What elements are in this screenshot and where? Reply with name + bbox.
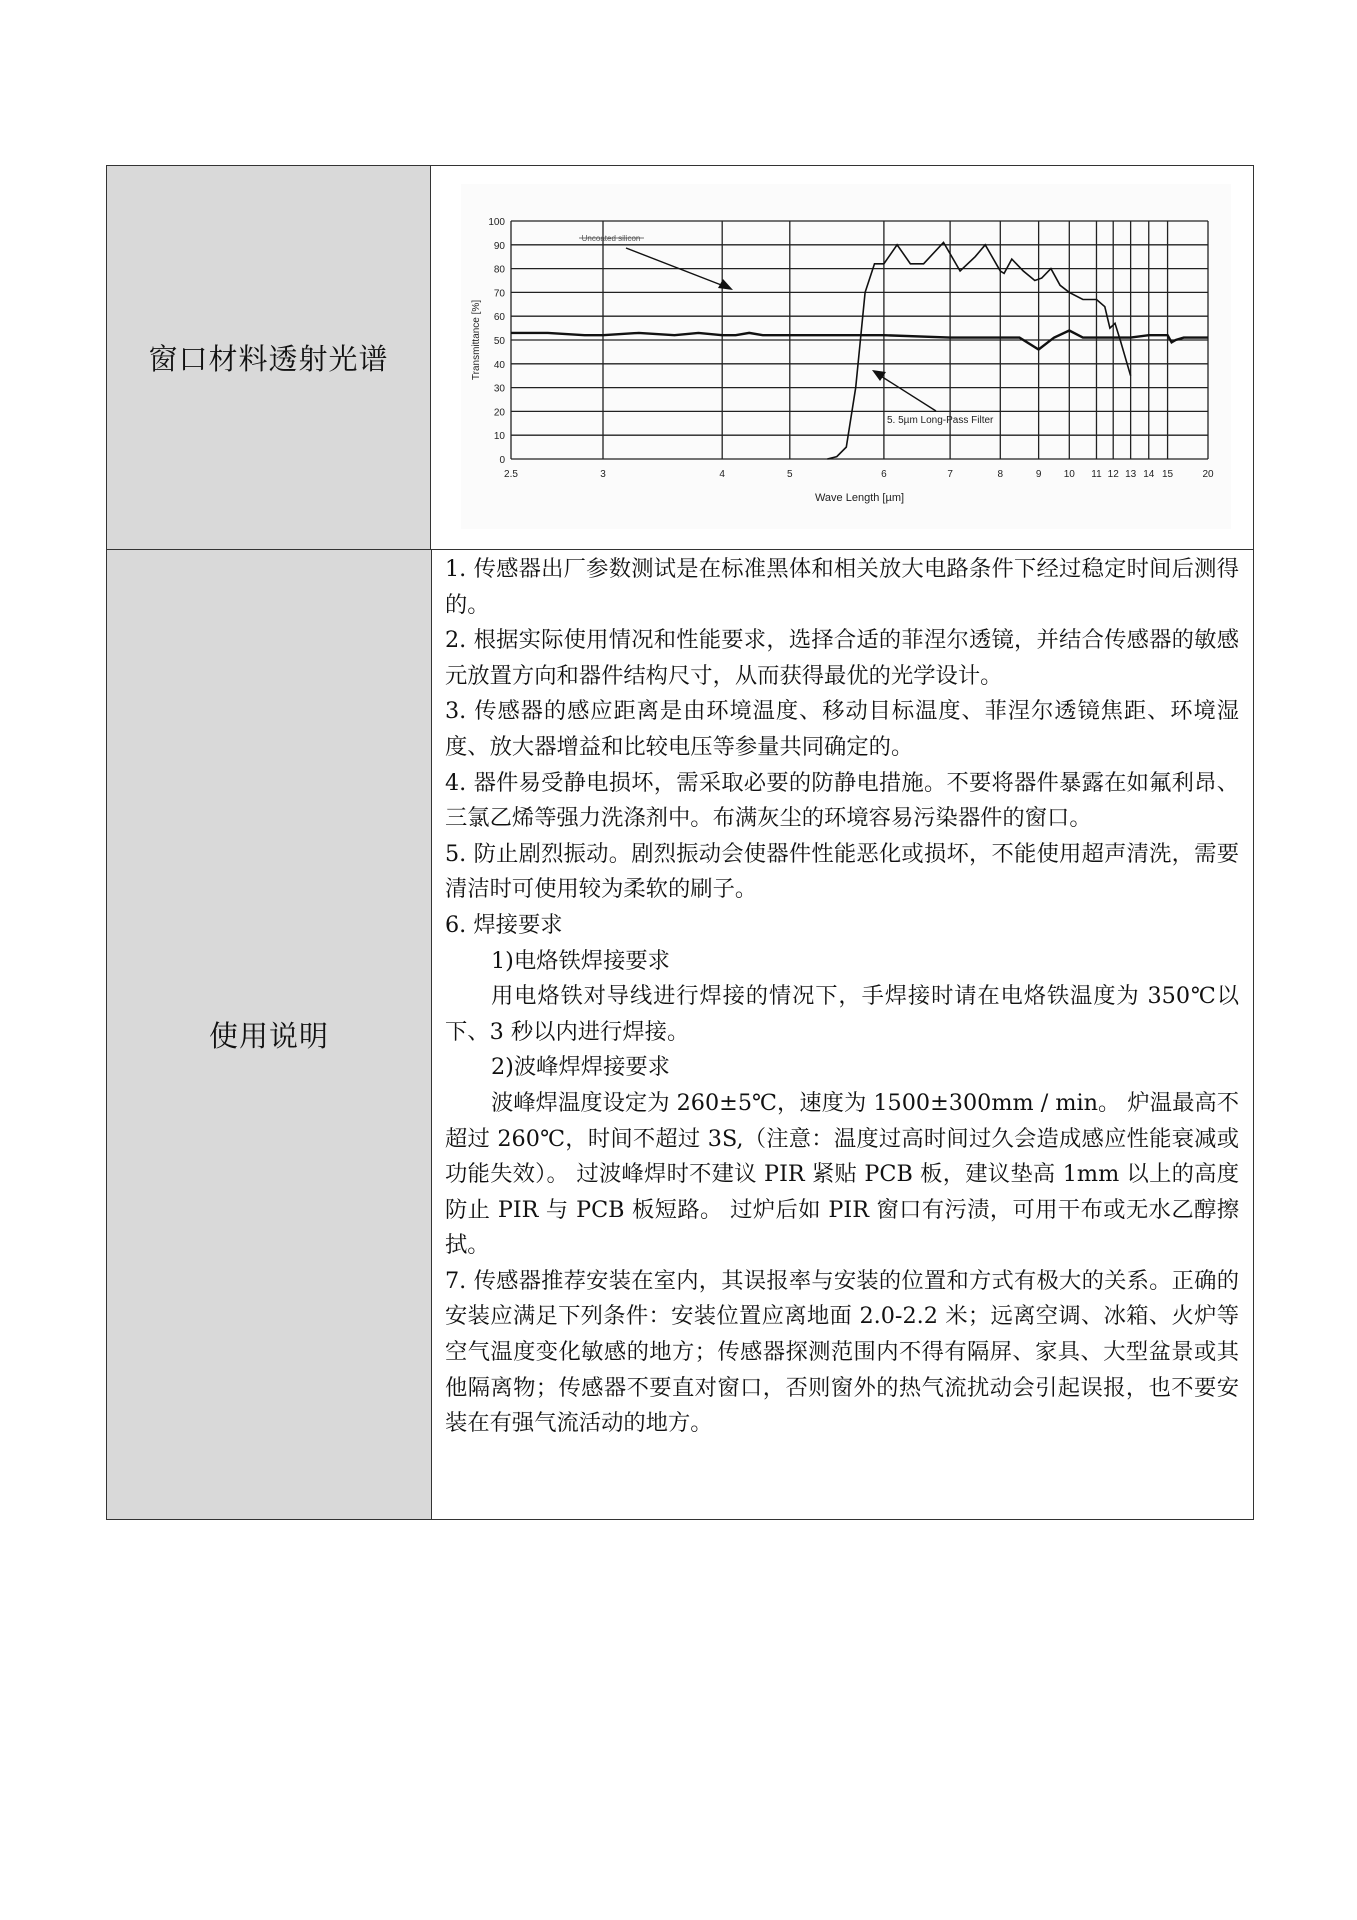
y-tick-label: 100 [488, 217, 505, 228]
usage-notes [432, 550, 1253, 1519]
x-tick-label: 20 [1202, 469, 1214, 480]
note-3: 3. 传感器的感应距离是由环境温度、移动目标温度、菲涅尔透镜焦距、环境湿度、放大器增益和比较电压等参量共同确定的。 [445, 698, 1239, 760]
x-tick-label: 3 [600, 469, 606, 480]
note-6-2-heading: 2)波峰焊焊接要求 [491, 1054, 670, 1081]
table-row-spectrum [107, 166, 1253, 550]
y-tick-label: 70 [493, 288, 505, 300]
table-row-usage [107, 550, 1253, 1519]
row-label-usage: 使用说明 [107, 550, 432, 1519]
x-tick-label: 12 [1107, 469, 1119, 480]
x-tick-label: 2.5 [504, 469, 518, 480]
x-tick-label: 7 [947, 469, 953, 480]
y-tick-label: 50 [493, 336, 505, 347]
note-6-1-heading: 1)电烙铁焊接要求 [491, 947, 670, 974]
x-tick-label: 8 [997, 469, 1004, 480]
y-axis-label: Transmittance [%] [471, 299, 482, 381]
note-6-1-body: 用电烙铁对导线进行焊接的情况下，手焊接时请在电烙铁温度为 350℃以下、3 秒以内进行焊接。 [445, 983, 1239, 1045]
note-6-2-body: 波峰焊温度设定为 260±5℃，速度为 1500±300mm / min。 炉温最高不超过 260℃，时间不超过 3S,（注意：温度过高时间过久会造成感应性能衰减或功能失效）。 过波峰焊时不建议 PIR 紧贴 PCB 板，建议垫高 1mm 以上的高度防止 PIR 与 PCB 板短路。 过炉后如 PIR 窗口有污渍，可用干布或无水乙醇擦拭。 [445, 1089, 1239, 1259]
x-tick-label: 13 [1125, 469, 1137, 480]
transmission-chart [431, 166, 1253, 548]
y-tick-label: 40 [493, 359, 505, 371]
annotation-filter: 5. 5µm Long-Pass Filter [887, 415, 994, 426]
note-1: 1. 传感器出厂参数测试是在标准黑体和相关放大电路条件下经过稳定时间后测得的。 [445, 556, 1239, 618]
x-tick-label: 14 [1143, 469, 1155, 480]
x-tick-label: 6 [881, 469, 887, 480]
x-axis-label: Wave Length [µm] [814, 492, 905, 504]
note-7: 7. 传感器推荐安装在室内，其误报率与安装的位置和方式有极大的关系。正确的安装应满足下列条件：安装位置应离地面 2.0-2.2 米；远离空调、冰箱、火炉等空气温度变化敏感的地方；传感器探测范围内不得有隔屏、家具、大型盆景或其他隔离物；传感器不要直对窗口，否则窗外的热气流扰动会引起误报，也不要安装在有强气流活动的地方。 [445, 1267, 1239, 1437]
y-tick-label: 60 [493, 312, 505, 324]
spectrum-cell [431, 166, 1253, 549]
y-tick-label: 80 [493, 264, 505, 276]
y-tick-label: 20 [493, 407, 505, 419]
y-tick-label: 90 [493, 240, 505, 252]
x-tick-label: 10 [1063, 469, 1075, 480]
y-tick-label: 0 [499, 455, 505, 466]
note-6: 6. 焊接要求 [445, 911, 563, 938]
row-label-spectrum: 窗口材料透射光谱 [107, 166, 431, 549]
x-tick-label: 11 [1091, 469, 1102, 480]
annotation-silicon: Uncoated silicon [581, 234, 641, 243]
spec-table [106, 165, 1254, 1520]
note-4: 4. 器件易受静电损坏，需采取必要的防静电措施。不要将器件暴露在如氟利昂、三氯乙烯等强力洗涤剂中。布满灰尘的环境容易污染器件的窗口。 [445, 769, 1239, 832]
y-tick-label: 30 [493, 383, 505, 395]
note-5: 5. 防止剧烈振动。剧烈振动会使器件性能恶化或损坏，不能使用超声清洗，需要清洁时可使用较为柔软的刷子。 [445, 840, 1239, 903]
x-tick-label: 5 [787, 469, 793, 480]
note-2: 2. 根据实际使用情况和性能要求，选择合适的菲涅尔透镜，并结合传感器的敏感元放置方向和器件结构尺寸，从而获得最优的光学设计。 [445, 627, 1239, 689]
x-tick-label: 9 [1035, 469, 1042, 480]
y-tick-label: 10 [493, 431, 505, 443]
x-tick-label: 15 [1162, 469, 1174, 480]
x-tick-label: 4 [719, 469, 725, 480]
